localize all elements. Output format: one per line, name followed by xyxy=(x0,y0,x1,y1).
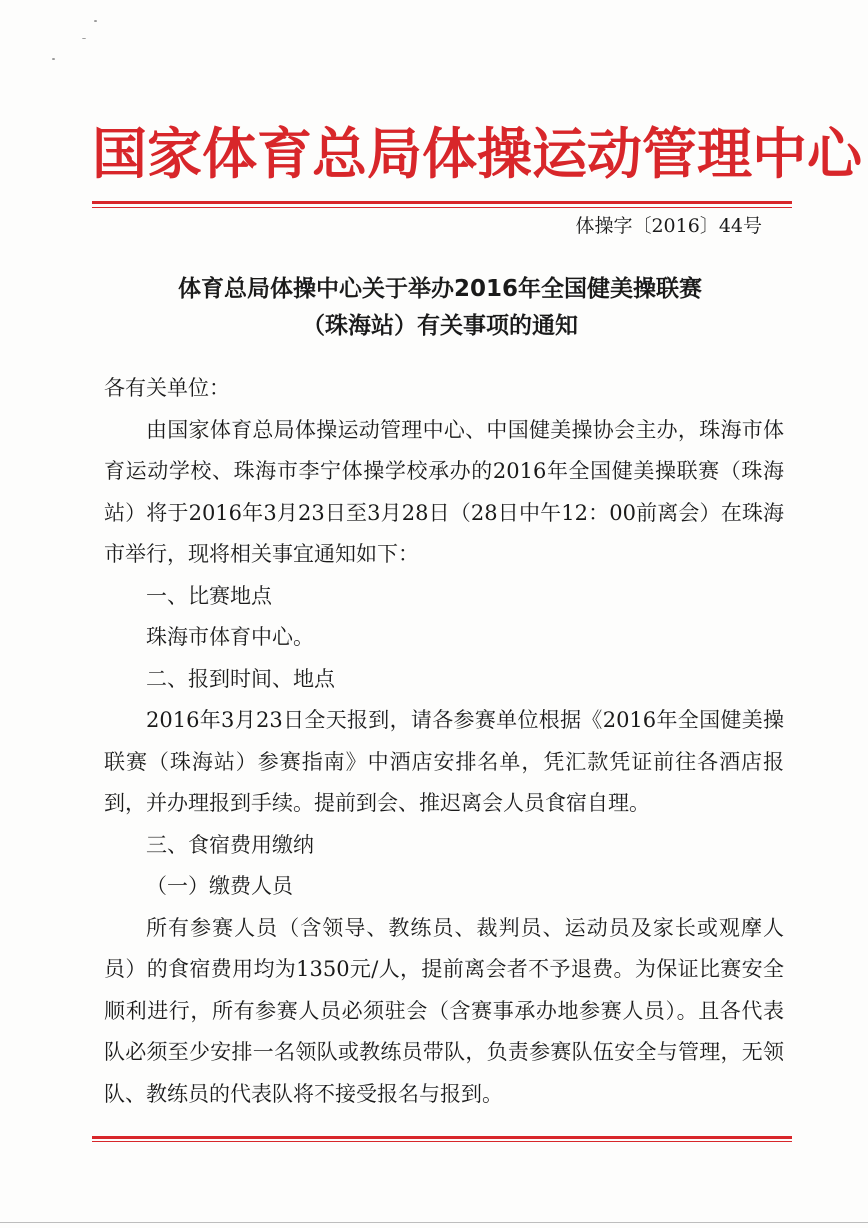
intro-paragraph: 由国家体育总局体操运动管理中心、中国健美操协会主办，珠海市体育运动学校、珠海市李宁体操学校承办的2016年全国健美操联赛（珠海站）将于2016年3月23日至3月28日（28日中午12：00前离会）在珠海市举行，现将相关事宜通知如下： xyxy=(104,417,784,566)
section-heading: 一、比赛地点 xyxy=(146,583,272,608)
section-text: 所有参赛人员（含领导、教练员、裁判员、运动员及家长或观摩人员）的食宿费用均为1350元/人，提前离会者不予退费。为保证比赛安全顺利进行，所有参赛人员必须驻会（含赛事承办地参赛人员）。且各代表队必须至少安排一名领队或教练员带队，负责参赛队伍安全与管理，无领队、教练员的代表队将不接受报名与报到。 xyxy=(104,915,784,1106)
document-body xyxy=(104,368,784,1115)
scan-speck xyxy=(82,38,86,39)
footer-rule-thin xyxy=(92,1141,792,1142)
letterhead-rule-thin xyxy=(92,207,792,208)
section-text: 2016年3月23日全天报到，请各参赛单位根据《2016年全国健美操联赛（珠海站）参赛指南》中酒店安排名单，凭汇款凭证前往各酒店报到，并办理报到手续。提前到会、推迟离会人员食宿自理。 xyxy=(104,708,784,815)
document-number: 体操字〔2016〕44号 xyxy=(575,215,762,237)
section-heading: 三、食宿费用缴纳 xyxy=(146,832,314,857)
subsection-heading: （一）缴费人员 xyxy=(146,874,293,898)
footer-rule-thick xyxy=(92,1136,792,1139)
document-title-line2: （珠海站）有关事项的通知 xyxy=(302,313,578,339)
letterhead-rule-thick xyxy=(92,201,792,204)
document-title-line1: 体育总局体操中心关于举办2016年全国健美操联赛 xyxy=(177,276,702,302)
scan-speck xyxy=(94,20,97,22)
section-text: 珠海市体育中心。 xyxy=(146,625,314,649)
section-heading: 二、报到时间、地点 xyxy=(146,666,335,691)
scan-speck xyxy=(52,58,55,60)
letterhead-org-name: 国家体育总局体操运动管理中心 xyxy=(92,122,863,186)
salutation: 各有关单位： xyxy=(104,376,230,400)
scan-edge-line xyxy=(0,1222,868,1223)
